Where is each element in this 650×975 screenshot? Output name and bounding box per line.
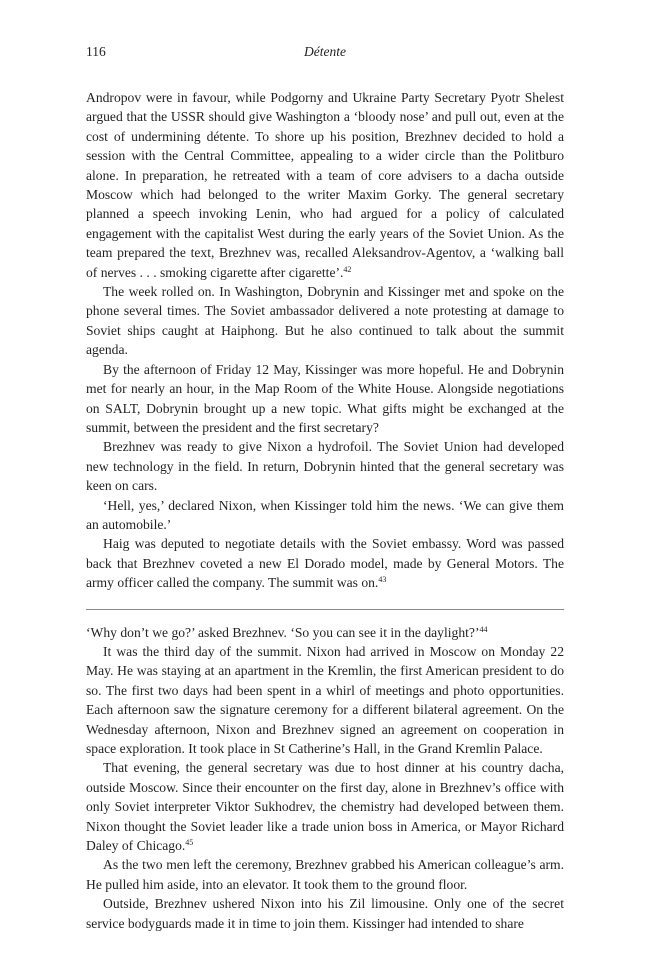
paragraph-text: That evening, the general secretary was due to host dinner at his country dacha, outside Moscow. Since their encounter on the first day, alone in Brezhnev’s office with only Soviet interpreter Viktor Sukhodrev, the chemistry had developed between them. Nixon thought the Soviet leader like a trade union boss in America, or Mayor Richard Daley of Chicago. — [86, 760, 564, 854]
page-header — [86, 44, 564, 64]
paragraph-text: The week rolled on. In Washington, Dobrynin and Kissinger met and spoke on the phone several times. The Soviet ambassador delivered a note protesting at damage to Soviet ships caught at Haiphong. But he also continued to talk about the summit agenda. — [86, 284, 564, 358]
paragraph — [86, 437, 564, 495]
paragraph — [86, 855, 564, 894]
running-head: Détente — [304, 44, 346, 59]
paragraph — [86, 623, 564, 642]
footnote-ref: 45 — [185, 838, 194, 848]
paragraph-text: ‘Why don’t we go?’ asked Brezhnev. ‘So you can see it in the daylight?’ — [86, 624, 480, 640]
paragraph — [86, 360, 564, 438]
section-divider — [86, 609, 564, 610]
paragraph — [86, 894, 564, 933]
body-text — [86, 88, 564, 933]
paragraph-text: Outside, Brezhnev ushered Nixon into his Zil limousine. Only one of the secret service bodyguards made it in time to join them. Kissinger had intended to share — [86, 896, 564, 931]
paragraph-text: By the afternoon of Friday 12 May, Kissinger was more hopeful. He and Dobrynin met for nearly an hour, in the Map Room of the White House. Alongside negotiations on SALT, Dobrynin brought up a new topic. What gifts might be exchanged at the summit, between the president and the first secretary? — [86, 361, 564, 435]
paragraph-text: Haig was deputed to negotiate details with the Soviet embassy. Word was passed back that Brezhnev coveted a new El Dorado model, made by General Motors. The army officer called the company. The summit was on. — [86, 536, 564, 591]
paragraph-text: Brezhnev was ready to give Nixon a hydrofoil. The Soviet Union had developed new technology in the field. In return, Dobrynin hinted that the general secretary was keen on cars. — [86, 439, 564, 494]
paragraph — [86, 534, 564, 592]
paragraph — [86, 88, 564, 282]
paragraph — [86, 496, 564, 535]
paragraph-text: It was the third day of the summit. Nixon had arrived in Moscow on Monday 22 May. He was staying at an apartment in the Kremlin, the first American president to do so. The first two days had been spent in a whirl of meetings and photo opportunities. Each afternoon saw the signature ceremony for a different bilateral agreement. On the Wednesday afternoon, Nixon and Brezhnev signed an agreement on cooperation in space exploration. It took place in St Catherine’s Hall, in the Grand Kremlin Palace. — [86, 643, 564, 756]
paragraph — [86, 642, 564, 758]
page-number: 116 — [86, 44, 106, 59]
paragraph-text: Andropov were in favour, while Podgorny and Ukraine Party Secretary Pyotr Shelest argued that the USSR should give Washington a ‘bloody nose’ and pull out, even at the cost of undermining détente. To shore up his position, Brezhnev decided to hold a session with the Central Committee, appealing to a wider circle than the Politburo alone. In preparation, he retreated with a team of core advisers to a dacha outside Moscow which had belonged to the writer Maxim Gorky. The general secretary planned a speech invoking Lenin, who had argued for a policy of calculated engagement with the capitalist West during the early years of the Soviet Union. As the team prepared the text, Brezhnev was, recalled Aleksandrov-Agentov, a ‘walking ball of nerves . . . smoking cigarette after cigarette’. — [86, 90, 564, 280]
footnote-ref: 43 — [378, 575, 387, 585]
footnote-ref: 42 — [343, 264, 352, 274]
paragraph-text: ‘Hell, yes,’ declared Nixon, when Kissinger told him the news. ‘We can give them an automobile.’ — [86, 497, 564, 532]
footnote-ref: 44 — [479, 624, 488, 634]
paragraph — [86, 758, 564, 855]
paragraph-text: As the two men left the ceremony, Brezhnev grabbed his American colleague’s arm. He pulled him aside, into an elevator. It took them to the ground floor. — [86, 857, 564, 892]
paragraph — [86, 282, 564, 360]
